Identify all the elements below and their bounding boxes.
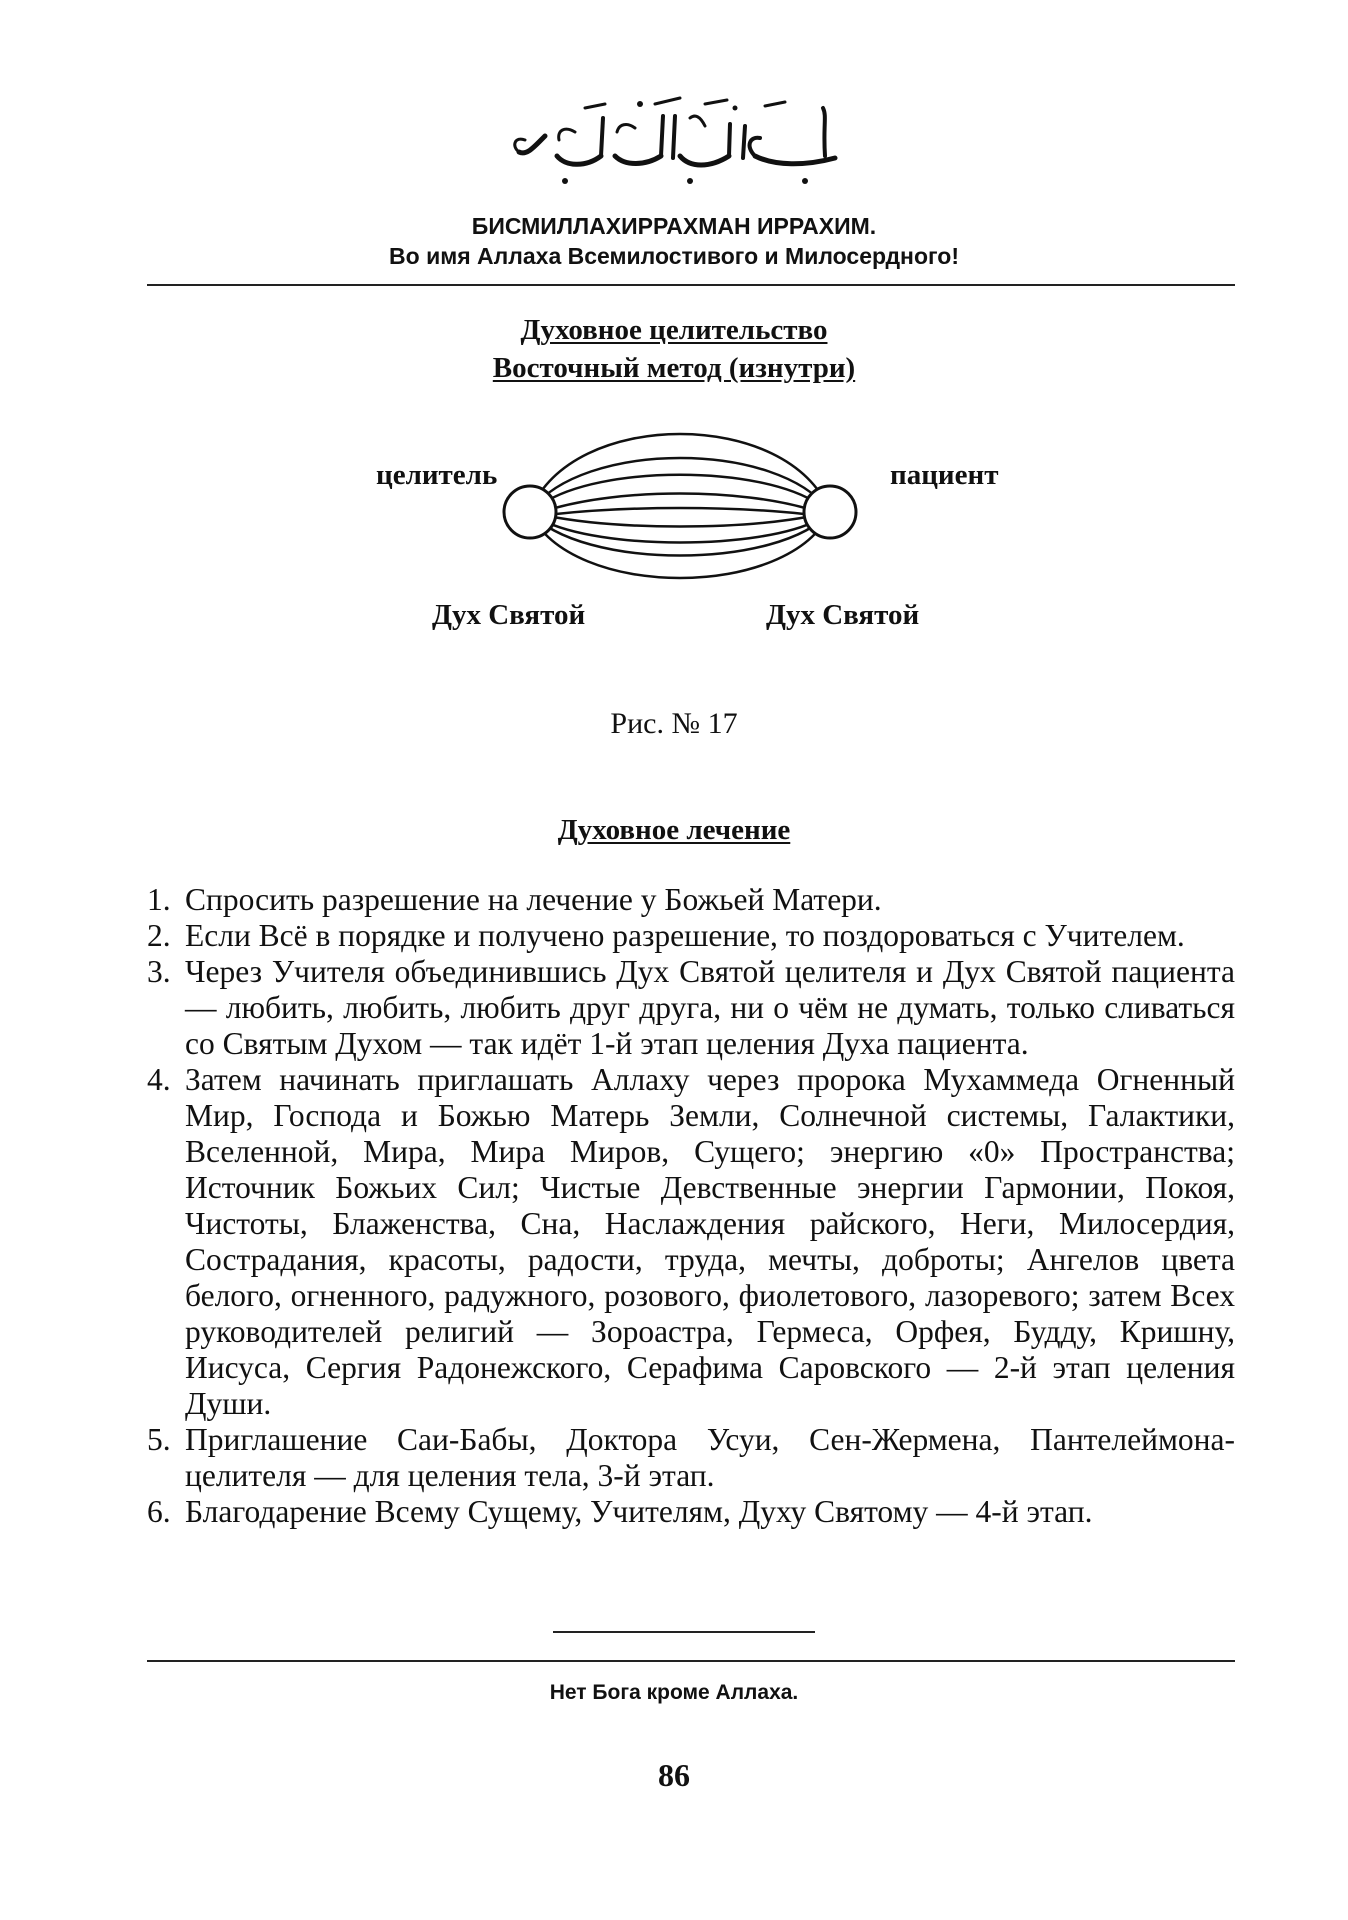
step-number: 6.	[147, 1494, 171, 1529]
connection-arc	[556, 508, 804, 514]
figure-title-line2: Восточный метод (изнутри)	[492, 352, 856, 384]
label-holy-spirit-left: Дух Святой	[432, 599, 586, 631]
step-number: 3.	[147, 954, 171, 989]
figure-title-line1: Духовное целительство	[520, 314, 828, 346]
healer-sphere	[504, 486, 556, 538]
list-item	[147, 918, 1235, 954]
page-number: 86	[658, 1757, 690, 1793]
figure-caption: Рис. № 17	[610, 707, 738, 740]
footer-text: Нет Бога кроме Аллаха.	[549, 1681, 799, 1704]
connection-arc	[530, 434, 830, 512]
step-text: Благодарение Всему Сущему, Учителям, Духу Святому — 4-й этап.	[185, 1494, 1093, 1529]
step-number: 4.	[147, 1062, 171, 1097]
list-item	[147, 1062, 1235, 1422]
step-text: Приглашение Саи-Бабы, Доктора Усуи, Сен-Жермена, Пантелеймона-целителя — для целения тела, 3-й этап.	[185, 1422, 1235, 1493]
step-text: Затем начинать приглашать Аллаху через пророка Мухаммеда Огненный Мир, Господа и Божью Матерь Земли, Солнечной системы, Галактики, Вселенной, Мира, Мира Миров, Сущего; энергию «0» Пространства; Источник Божьих Сил; Чистые Девственные энергии Гармонии, Покоя, Чистоты, Блаженства, Сна, Наслаждения райского, Неги, Милосердия, Сострадания, красоты, радости, труда, мечты, доброты; Ангелов цвета белого, огненного, радужного, розового, фиолетового, лазоревого; затем Всех руководителей религий — Зороастра, Гермеса, Орфея, Будду, Кришну, Иисуса, Сергия Радонежского, Серафима Саровского — 2-й этап целения Души.	[185, 1062, 1235, 1421]
connection-arc	[530, 512, 830, 578]
connection-arc	[530, 512, 830, 556]
step-number: 2.	[147, 918, 171, 953]
list-item	[147, 882, 1235, 918]
healing-diagram	[490, 420, 870, 610]
list-item	[147, 1422, 1235, 1494]
step-number: 5.	[147, 1422, 171, 1457]
list-item	[147, 954, 1235, 1062]
basmala-transliteration: БИСМИЛЛАХИРРАХМАН ИРРАХИМ.	[471, 213, 877, 239]
basmala-translation: Во имя Аллаха Всемилостивого и Милосердного!	[389, 243, 959, 269]
list-item	[147, 1494, 1235, 1530]
step-text: Если Всё в порядке и получено разрешение, то поздороваться с Учителем.	[185, 918, 1185, 953]
connection-arc	[548, 516, 812, 527]
basmala-calligraphy	[505, 86, 845, 196]
connection-arc	[542, 520, 818, 543]
section-title: Духовное лечение	[557, 814, 791, 846]
label-healer: целитель	[376, 459, 498, 491]
label-patient: пациент	[890, 459, 999, 491]
section-end-divider	[553, 1631, 815, 1633]
step-number: 1.	[147, 882, 171, 917]
label-holy-spirit-right: Дух Святой	[766, 599, 920, 631]
footer-divider	[147, 1660, 1235, 1662]
connection-arc	[542, 475, 818, 504]
healing-steps-list	[147, 882, 1235, 1530]
patient-sphere	[804, 486, 856, 538]
step-text: Спросить разрешение на лечение у Божьей Матери.	[185, 882, 882, 917]
step-text: Через Учителя объединившись Дух Святой целителя и Дух Святой пациента — любить, любить, любить друг друга, ни о чём не думать, только сливаться со Святым Духом — так идёт 1-й этап целения Духа пациента.	[185, 954, 1235, 1061]
header-divider	[147, 284, 1235, 286]
